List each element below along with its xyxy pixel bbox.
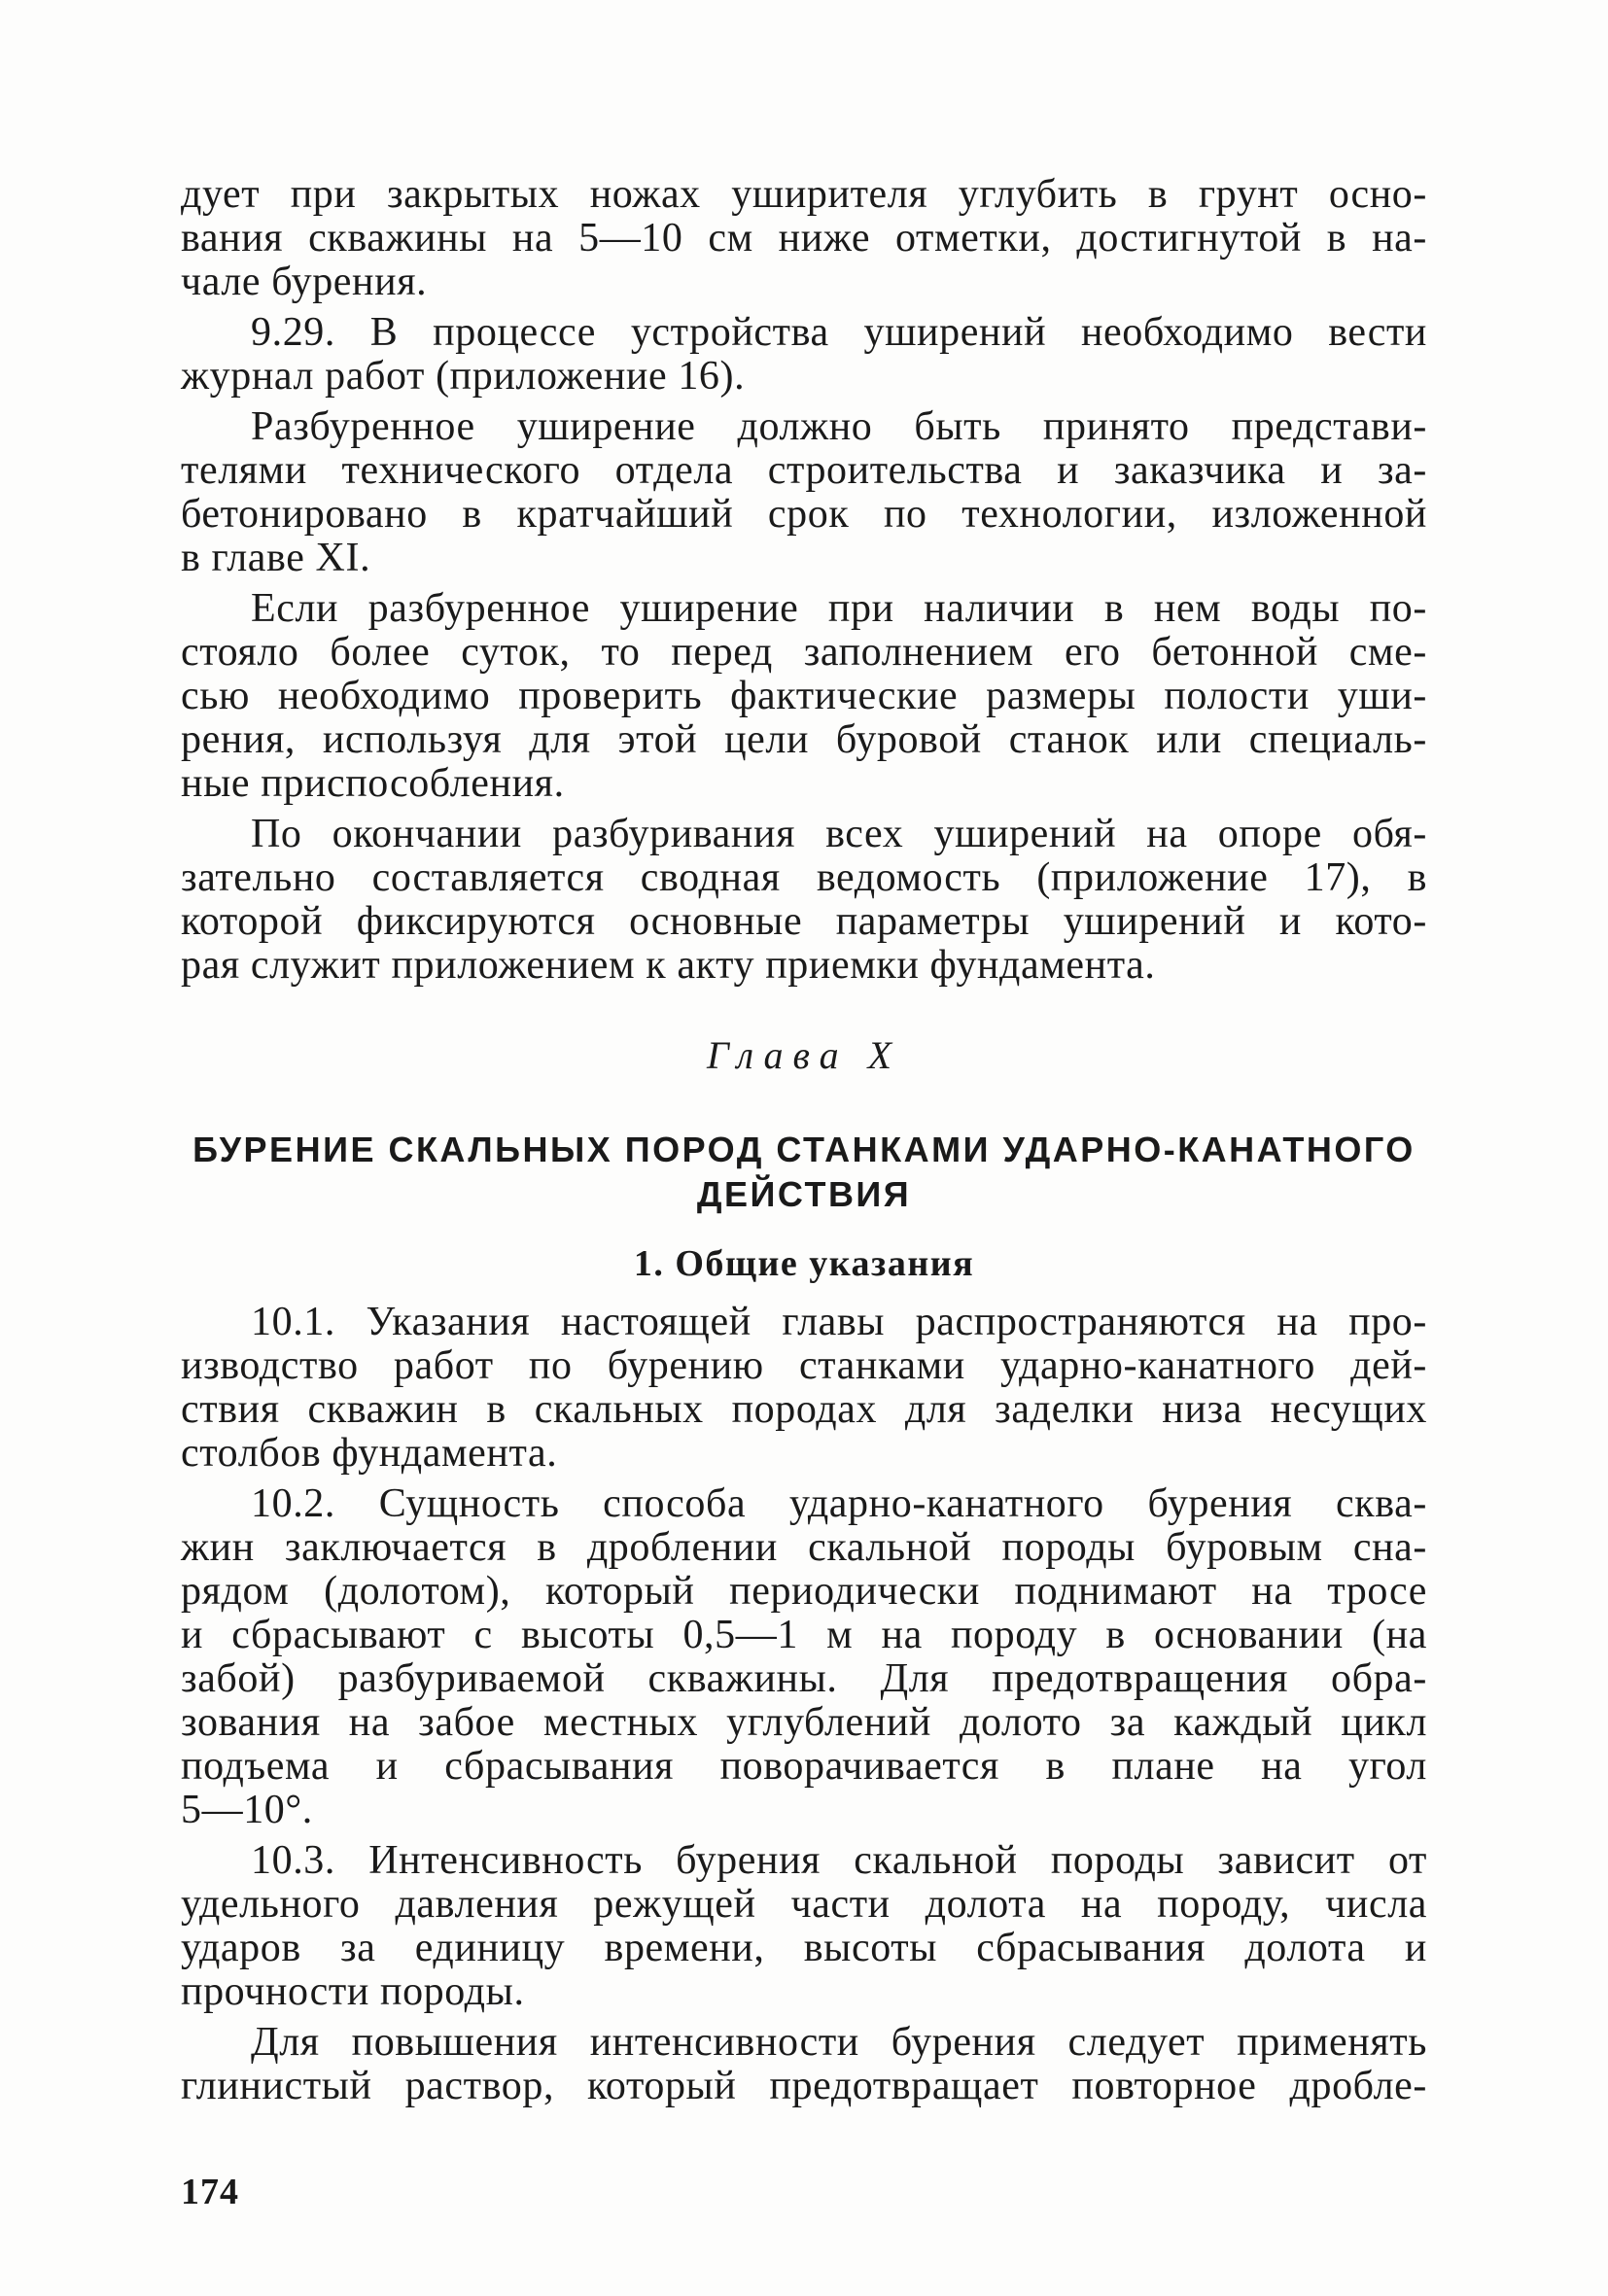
- text-line: 9.29. В процессе устройства уширений необходимо вести: [251, 310, 1427, 355]
- chapter-title: [181, 1128, 1427, 1217]
- paragraph: [181, 1839, 1427, 2014]
- chapter-label: Глава X: [706, 1033, 902, 1077]
- text-line: забой) разбуриваемой скважины. Для предотвращения обра-: [181, 1656, 1427, 1701]
- text-line: Разбуренное уширение должно быть принято представи-: [251, 404, 1427, 449]
- text-line: зования на забое местных углублений долото за каждый цикл: [181, 1700, 1427, 1745]
- text-line: 5—10°.: [181, 1788, 313, 1832]
- text-line: и сбрасывают с высоты 0,5—1 м на породу в основании (на: [181, 1613, 1427, 1657]
- text-line: изводство работ по бурению станками ударно-канатного дей-: [181, 1343, 1427, 1388]
- text-line: стояло более суток, то перед заполнением его бетонной сме-: [181, 630, 1427, 675]
- text-line: Если разбуренное уширение при наличии в нем воды по-: [251, 586, 1427, 631]
- text-line: рения, используя для этой цели буровой станок или специаль-: [181, 717, 1427, 762]
- chapter-title-line: БУРЕНИЕ СКАЛЬНЫХ ПОРОД СТАНКАМИ УДАРНО-КАНАТНОГО: [192, 1130, 1416, 1169]
- text-line: журнал работ (приложение 16).: [181, 354, 746, 399]
- text-line: бетонировано в кратчайший срок по технологии, изложенной: [181, 492, 1427, 537]
- bottom-text-block: [181, 1301, 1427, 2115]
- paragraph: [181, 813, 1427, 988]
- text-line: телями технического отдела строительства и заказчика и за-: [181, 448, 1427, 493]
- section-heading: 1. Общие указания: [633, 1243, 975, 1284]
- paragraph: [181, 587, 1427, 806]
- text-line: рядом (долотом), который периодически поднимают на тросе: [181, 1569, 1427, 1614]
- text-line: удельного давления режущей части долота на породу, числа: [181, 1882, 1427, 1927]
- text-line: ствия скважин в скальных породах для заделки низа несущих: [181, 1387, 1427, 1432]
- text-line: столбов фундамента.: [181, 1431, 558, 1476]
- text-line: чале бурения.: [181, 260, 428, 304]
- text-line: прочности породы.: [181, 1969, 525, 2014]
- text-line: 10.1. Указания настоящей главы распространяются на про-: [251, 1300, 1427, 1344]
- paragraph: [181, 405, 1427, 580]
- text-line: дует при закрытых ножах уширителя углубить в грунт осно-: [181, 172, 1427, 217]
- text-line: Для повышения интенсивности бурения следует применять: [251, 2020, 1427, 2065]
- text-line: рая служит приложением к акту приемки фундамента.: [181, 943, 1156, 988]
- text-line: которой фиксируются основные параметры уширений и кото-: [181, 899, 1427, 944]
- text-line: По окончании разбуривания всех уширений на опоре обя-: [251, 812, 1427, 856]
- text-line: ударов за единицу времени, высоты сбрасывания долота и: [181, 1926, 1427, 1970]
- text-line: подъема и сбрасывания поворачивается в плане на угол: [181, 1744, 1427, 1789]
- paragraph: [181, 1482, 1427, 1832]
- text-line: зательно составляется сводная ведомость (приложение 17), в: [181, 855, 1427, 900]
- paragraph: [181, 311, 1427, 399]
- text-line: 10.3. Интенсивность бурения скальной породы зависит от: [251, 1838, 1427, 1883]
- paragraph: [181, 2021, 1427, 2108]
- text-line: глинистый раствор, который предотвращает повторное дробле-: [181, 2064, 1427, 2108]
- text-line: 10.2. Сущность способа ударно-канатного бурения сква-: [251, 1481, 1427, 1526]
- top-text-block: [181, 173, 1427, 994]
- text-line: сью необходимо проверить фактические размеры полости уши-: [181, 674, 1427, 718]
- paragraph: [181, 173, 1427, 304]
- text-line: в главе XI.: [181, 536, 371, 580]
- page-number: 174: [181, 2172, 239, 2212]
- chapter-title-line: ДЕЙСТВИЯ: [696, 1174, 912, 1214]
- text-line: жин заключается в дроблении скальной породы буровым сна-: [181, 1525, 1427, 1570]
- text-line: ные приспособления.: [181, 761, 565, 806]
- paragraph: [181, 1301, 1427, 1476]
- text-line: вания скважины на 5—10 см ниже отметки, достигнутой в на-: [181, 216, 1427, 261]
